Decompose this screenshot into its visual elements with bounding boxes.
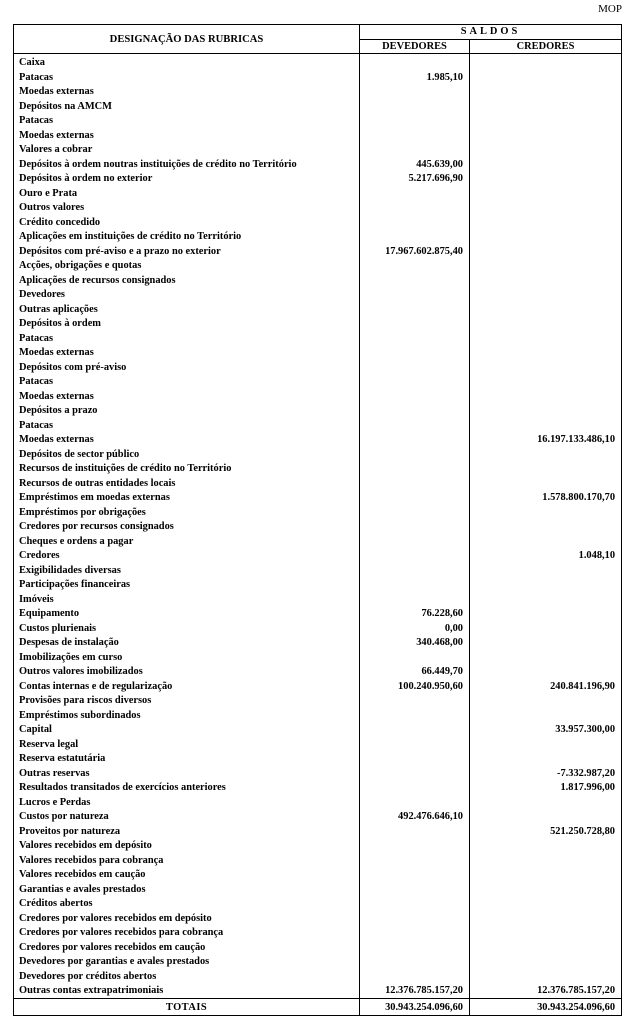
table-row xyxy=(14,506,622,521)
row-devedores xyxy=(360,854,470,869)
table-row xyxy=(14,491,622,506)
row-credores xyxy=(470,419,622,434)
table-row xyxy=(14,361,622,376)
table-row xyxy=(14,897,622,912)
table-row xyxy=(14,955,622,970)
row-credores xyxy=(470,738,622,753)
row-credores xyxy=(470,694,622,709)
row-credores xyxy=(470,230,622,245)
row-devedores xyxy=(360,433,470,448)
row-label: Ouro e Prata xyxy=(14,187,360,202)
row-credores xyxy=(470,868,622,883)
table-row xyxy=(14,796,622,811)
row-credores xyxy=(470,912,622,927)
row-label: Valores recebidos para cobrança xyxy=(14,854,360,869)
table-row xyxy=(14,752,622,767)
row-devedores xyxy=(360,259,470,274)
table-row xyxy=(14,404,622,419)
totals-devedores: 30.943.254.096,60 xyxy=(360,999,470,1016)
row-label: Garantias e avales prestados xyxy=(14,883,360,898)
row-credores xyxy=(470,201,622,216)
row-label: Credores xyxy=(14,549,360,564)
row-credores xyxy=(470,216,622,231)
row-label: Imobilizações em curso xyxy=(14,651,360,666)
table-row xyxy=(14,85,622,100)
table-row xyxy=(14,535,622,550)
table-row xyxy=(14,839,622,854)
row-label: Reserva estatutária xyxy=(14,752,360,767)
row-label: Proveitos por natureza xyxy=(14,825,360,840)
row-label: Patacas xyxy=(14,114,360,129)
row-label: Moedas externas xyxy=(14,85,360,100)
row-label: Cheques e ordens a pagar xyxy=(14,535,360,550)
row-devedores xyxy=(360,796,470,811)
row-devedores xyxy=(360,825,470,840)
row-label: Patacas xyxy=(14,419,360,434)
row-devedores: 17.967.602.875,40 xyxy=(360,245,470,260)
row-label: Devedores por garantias e avales prestados xyxy=(14,955,360,970)
row-devedores: 66.449,70 xyxy=(360,665,470,680)
row-devedores xyxy=(360,54,470,71)
row-devedores: 76.228,60 xyxy=(360,607,470,622)
devedores-header: DEVEDORES xyxy=(360,39,470,54)
row-devedores xyxy=(360,462,470,477)
balance-table xyxy=(13,24,622,1016)
row-credores xyxy=(470,752,622,767)
row-label: Credores por recursos consignados xyxy=(14,520,360,535)
row-devedores: 12.376.785.157,20 xyxy=(360,984,470,999)
row-label: Crédito concedido xyxy=(14,216,360,231)
row-label: Caixa xyxy=(14,54,360,71)
row-label: Empréstimos por obrigações xyxy=(14,506,360,521)
row-devedores xyxy=(360,839,470,854)
row-credores xyxy=(470,955,622,970)
table-row xyxy=(14,462,622,477)
table-row xyxy=(14,723,622,738)
row-credores: -7.332.987,20 xyxy=(470,767,622,782)
row-devedores xyxy=(360,883,470,898)
table-row xyxy=(14,274,622,289)
row-label: Exigibilidades diversas xyxy=(14,564,360,579)
row-devedores xyxy=(360,114,470,129)
row-label: Despesas de instalação xyxy=(14,636,360,651)
row-devedores: 5.217.696,90 xyxy=(360,172,470,187)
row-devedores xyxy=(360,187,470,202)
row-credores xyxy=(470,129,622,144)
row-devedores xyxy=(360,520,470,535)
row-devedores xyxy=(360,767,470,782)
row-credores: 240.841.196,90 xyxy=(470,680,622,695)
row-credores xyxy=(470,332,622,347)
table-row xyxy=(14,912,622,927)
row-credores xyxy=(470,71,622,86)
row-label: Reserva legal xyxy=(14,738,360,753)
row-devedores xyxy=(360,375,470,390)
row-label: Lucros e Perdas xyxy=(14,796,360,811)
row-credores xyxy=(470,506,622,521)
table-row xyxy=(14,651,622,666)
table-row xyxy=(14,201,622,216)
table-row xyxy=(14,187,622,202)
row-label: Devedores xyxy=(14,288,360,303)
row-devedores xyxy=(360,897,470,912)
row-devedores xyxy=(360,274,470,289)
row-label: Aplicações em instituições de crédito no Território xyxy=(14,230,360,245)
row-devedores: 100.240.950,60 xyxy=(360,680,470,695)
row-devedores xyxy=(360,100,470,115)
row-credores: 1.048,10 xyxy=(470,549,622,564)
table-row xyxy=(14,71,622,86)
row-devedores xyxy=(360,317,470,332)
row-label: Moedas externas xyxy=(14,390,360,405)
table-row xyxy=(14,390,622,405)
row-devedores xyxy=(360,578,470,593)
row-label: Depósitos à ordem noutras instituições de crédito no Território xyxy=(14,158,360,173)
currency-label: MOP xyxy=(598,3,622,15)
row-label: Depósitos de sector público xyxy=(14,448,360,463)
row-label: Depósitos à ordem no exterior xyxy=(14,172,360,187)
table-row xyxy=(14,549,622,564)
row-devedores xyxy=(360,723,470,738)
row-credores xyxy=(470,448,622,463)
row-credores xyxy=(470,477,622,492)
row-label: Moedas externas xyxy=(14,433,360,448)
row-credores xyxy=(470,796,622,811)
row-devedores xyxy=(360,491,470,506)
row-credores xyxy=(470,187,622,202)
row-label: Moedas externas xyxy=(14,129,360,144)
row-credores xyxy=(470,462,622,477)
row-credores xyxy=(470,404,622,419)
row-credores xyxy=(470,607,622,622)
row-devedores xyxy=(360,694,470,709)
row-devedores xyxy=(360,912,470,927)
row-label: Participações financeiras xyxy=(14,578,360,593)
row-label: Devedores por créditos abertos xyxy=(14,970,360,985)
row-devedores: 445.639,00 xyxy=(360,158,470,173)
row-credores xyxy=(470,622,622,637)
row-label: Valores recebidos em caução xyxy=(14,868,360,883)
row-credores xyxy=(470,810,622,825)
row-devedores xyxy=(360,868,470,883)
table-row xyxy=(14,564,622,579)
row-label: Resultados transitados de exercícios anteriores xyxy=(14,781,360,796)
row-devedores xyxy=(360,201,470,216)
table-row xyxy=(14,317,622,332)
table-row xyxy=(14,738,622,753)
row-devedores: 0,00 xyxy=(360,622,470,637)
table-row xyxy=(14,636,622,651)
table-row xyxy=(14,970,622,985)
table-row xyxy=(14,477,622,492)
table-row xyxy=(14,375,622,390)
table-row xyxy=(14,100,622,115)
row-devedores xyxy=(360,970,470,985)
row-devedores xyxy=(360,593,470,608)
row-label: Equipamento xyxy=(14,607,360,622)
totals-credores: 30.943.254.096,60 xyxy=(470,999,622,1016)
row-credores xyxy=(470,839,622,854)
table-row xyxy=(14,419,622,434)
table-row xyxy=(14,984,622,999)
row-label: Outros valores imobilizados xyxy=(14,665,360,680)
row-credores: 12.376.785.157,20 xyxy=(470,984,622,999)
row-devedores xyxy=(360,549,470,564)
row-credores xyxy=(470,970,622,985)
table-row xyxy=(14,941,622,956)
row-devedores: 340.468,00 xyxy=(360,636,470,651)
row-devedores xyxy=(360,404,470,419)
row-credores xyxy=(470,375,622,390)
row-label: Credores por valores recebidos para cobrança xyxy=(14,926,360,941)
table-row xyxy=(14,346,622,361)
table-row xyxy=(14,593,622,608)
row-credores xyxy=(470,143,622,158)
row-devedores: 492.476.646,10 xyxy=(360,810,470,825)
row-credores xyxy=(470,288,622,303)
row-devedores xyxy=(360,419,470,434)
row-credores: 521.250.728,80 xyxy=(470,825,622,840)
row-label: Patacas xyxy=(14,71,360,86)
row-credores xyxy=(470,317,622,332)
table-row xyxy=(14,578,622,593)
row-devedores xyxy=(360,651,470,666)
row-devedores xyxy=(360,448,470,463)
table-row xyxy=(14,868,622,883)
row-devedores xyxy=(360,85,470,100)
row-credores xyxy=(470,578,622,593)
credores-header: CREDORES xyxy=(470,39,622,54)
row-credores xyxy=(470,361,622,376)
row-devedores xyxy=(360,390,470,405)
row-devedores xyxy=(360,129,470,144)
row-credores xyxy=(470,535,622,550)
rubricas-header: DESIGNAÇÃO DAS RUBRICAS xyxy=(14,25,360,54)
row-label: Custos plurienais xyxy=(14,622,360,637)
row-credores xyxy=(470,564,622,579)
row-label: Depósitos com pré-aviso xyxy=(14,361,360,376)
row-credores xyxy=(470,54,622,71)
row-label: Outras reservas xyxy=(14,767,360,782)
row-credores xyxy=(470,346,622,361)
table-row xyxy=(14,825,622,840)
row-devedores xyxy=(360,506,470,521)
row-credores xyxy=(470,854,622,869)
row-credores xyxy=(470,85,622,100)
row-credores xyxy=(470,274,622,289)
table-row xyxy=(14,767,622,782)
row-label: Depósitos a prazo xyxy=(14,404,360,419)
table-row xyxy=(14,926,622,941)
row-devedores xyxy=(360,941,470,956)
row-devedores xyxy=(360,955,470,970)
row-credores xyxy=(470,259,622,274)
row-label: Outras contas extrapatrimoniais xyxy=(14,984,360,999)
row-credores xyxy=(470,172,622,187)
row-credores xyxy=(470,390,622,405)
row-label: Depósitos à ordem xyxy=(14,317,360,332)
row-label: Patacas xyxy=(14,332,360,347)
row-devedores xyxy=(360,332,470,347)
row-label: Custos por natureza xyxy=(14,810,360,825)
row-label: Depósitos com pré-aviso e a prazo no exterior xyxy=(14,245,360,260)
row-devedores xyxy=(360,752,470,767)
row-credores xyxy=(470,593,622,608)
row-label: Créditos abertos xyxy=(14,897,360,912)
table-row xyxy=(14,709,622,724)
table-row xyxy=(14,520,622,535)
row-devedores xyxy=(360,564,470,579)
row-label: Provisões para riscos diversos xyxy=(14,694,360,709)
row-credores xyxy=(470,100,622,115)
row-credores: 1.578.800.170,70 xyxy=(470,491,622,506)
table-row xyxy=(14,129,622,144)
row-devedores xyxy=(360,535,470,550)
table-row xyxy=(14,158,622,173)
row-credores xyxy=(470,926,622,941)
row-credores: 1.817.996,00 xyxy=(470,781,622,796)
row-devedores xyxy=(360,709,470,724)
row-credores xyxy=(470,520,622,535)
table-row xyxy=(14,781,622,796)
row-label: Moedas externas xyxy=(14,346,360,361)
row-devedores xyxy=(360,303,470,318)
table-row xyxy=(14,230,622,245)
totals-row xyxy=(14,999,622,1016)
table-row xyxy=(14,288,622,303)
table-row xyxy=(14,216,622,231)
row-credores xyxy=(470,897,622,912)
row-credores xyxy=(470,883,622,898)
row-label: Depósitos na AMCM xyxy=(14,100,360,115)
row-credores xyxy=(470,665,622,680)
table-row xyxy=(14,448,622,463)
table-row xyxy=(14,622,622,637)
table-row xyxy=(14,303,622,318)
table-row xyxy=(14,172,622,187)
row-label: Valores a cobrar xyxy=(14,143,360,158)
table-row xyxy=(14,332,622,347)
row-label: Recursos de outras entidades locais xyxy=(14,477,360,492)
table-row xyxy=(14,54,622,71)
row-credores: 16.197.133.486,10 xyxy=(470,433,622,448)
row-devedores xyxy=(360,477,470,492)
row-label: Patacas xyxy=(14,375,360,390)
row-devedores xyxy=(360,230,470,245)
row-credores xyxy=(470,636,622,651)
row-label: Credores por valores recebidos em caução xyxy=(14,941,360,956)
row-label: Empréstimos em moedas externas xyxy=(14,491,360,506)
row-devedores xyxy=(360,738,470,753)
row-devedores xyxy=(360,143,470,158)
row-devedores: 1.985,10 xyxy=(360,71,470,86)
row-label: Valores recebidos em depósito xyxy=(14,839,360,854)
row-label: Capital xyxy=(14,723,360,738)
row-credores xyxy=(470,245,622,260)
table-row xyxy=(14,114,622,129)
row-credores: 33.957.300,00 xyxy=(470,723,622,738)
row-label: Credores por valores recebidos em depósito xyxy=(14,912,360,927)
row-devedores xyxy=(360,926,470,941)
table-row xyxy=(14,245,622,260)
table-row xyxy=(14,854,622,869)
table-row xyxy=(14,694,622,709)
table-row xyxy=(14,143,622,158)
row-label: Empréstimos subordinados xyxy=(14,709,360,724)
table-row xyxy=(14,665,622,680)
table-row xyxy=(14,433,622,448)
table-row xyxy=(14,883,622,898)
table-row xyxy=(14,810,622,825)
row-credores xyxy=(470,303,622,318)
row-credores xyxy=(470,651,622,666)
table-row xyxy=(14,680,622,695)
row-devedores xyxy=(360,346,470,361)
row-devedores xyxy=(360,216,470,231)
row-label: Recursos de instituições de crédito no Território xyxy=(14,462,360,477)
row-label: Imóveis xyxy=(14,593,360,608)
row-credores xyxy=(470,941,622,956)
row-credores xyxy=(470,158,622,173)
row-label: Contas internas e de regularização xyxy=(14,680,360,695)
row-label: Acções, obrigações e quotas xyxy=(14,259,360,274)
row-label: Outras aplicações xyxy=(14,303,360,318)
row-devedores xyxy=(360,781,470,796)
row-credores xyxy=(470,709,622,724)
row-devedores xyxy=(360,361,470,376)
table-body xyxy=(14,54,622,999)
saldos-header: SALDOS xyxy=(360,25,622,40)
totals-label: TOTAIS xyxy=(14,999,360,1016)
table-row xyxy=(14,259,622,274)
row-credores xyxy=(470,114,622,129)
row-label: Outros valores xyxy=(14,201,360,216)
row-devedores xyxy=(360,288,470,303)
table-row xyxy=(14,607,622,622)
row-label: Aplicações de recursos consignados xyxy=(14,274,360,289)
